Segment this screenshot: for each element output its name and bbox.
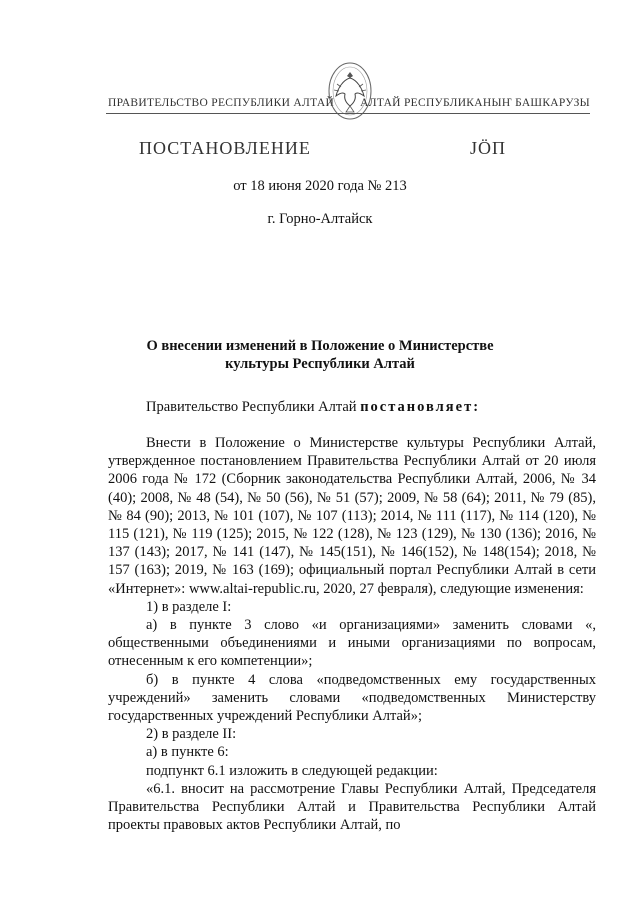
- preamble-text: Правительство Республики Алтай: [146, 399, 361, 415]
- paragraph: б) в пункте 4 слова «подведомственных ему государственных учреждений» заменить словами «подведомственных Министерству государственных учреждений Республики Алтай»;: [108, 671, 596, 725]
- letterhead: [106, 97, 590, 115]
- org-name-alt: АЛТАЙ РЕСПУБЛИКАНЫҤ БАШКАРУЗЫ: [360, 97, 590, 109]
- document-date: от 18 июня 2020 года № 213: [233, 178, 407, 194]
- title-line-2: культуры Республики Алтай: [225, 356, 415, 372]
- document-body: [108, 434, 596, 834]
- doc-type-alt: ЈӦП: [470, 138, 507, 158]
- paragraph: 1) в разделе I:: [146, 598, 232, 615]
- org-name-ru: ПРАВИТЕЛЬСТВО РЕСПУБЛИКИ АЛТАЙ: [108, 97, 335, 109]
- doc-type-ru: ПОСТАНОВЛЕНИЕ: [139, 138, 311, 158]
- paragraph: 2) в разделе II:: [146, 726, 237, 743]
- paragraph: а) в пункте 3 слово «и организациями» заменить словами «, общественными объединениями и иными организациями по вопросам, отнесенным к его компетенции»;: [108, 617, 596, 670]
- preamble: [108, 398, 596, 416]
- paragraph: «6.1. вносит на рассмотрение Главы Республики Алтай, Председателя Правительства Республики Алтай и Правительства Республики Алтай проекты правовых актов Республики Алтай, по: [108, 780, 596, 834]
- document-title: [0, 337, 640, 373]
- paragraph: подпункт 6.1 изложить в следующей редакции:: [146, 762, 438, 779]
- document-city: г. Горно-Алтайск: [267, 211, 373, 227]
- paragraph: Внести в Положение о Министерстве культуры Республики Алтай, утвержденное постановлением Правительства Республики Алтай от 20 июля 2006 года № 172 (Сборник законодательства Республики Алтай, 2006, № 34 (40); 2008, № 48 (54), № 50 (56), № 51 (57); 2009, № 58 (64); 2011, № 79 (85), № 84 (90); 2013, № 101 (107), № 107 (113); 2014, № 111 (117), № 114 (120), № 115 (121), № 119 (125); 2015, № 122 (128), № 123 (129), № 130 (136); 2016, № 137 (143); 2017, № 141 (147), № 145(151), № 146(152), № 148(154); 2018, № 157 (163); 2019, № 163 (169); официальный портал Республики Алтай в сети «Интернет»: www.altai-republic.ru, 2020, 27 февраля), следующие изменения:: [108, 435, 596, 597]
- paragraph: а) в пункте 6:: [146, 744, 229, 761]
- preamble-verb: постановляет:: [360, 399, 481, 415]
- title-line-1: О внесении изменений в Положение о Министерстве: [146, 338, 494, 354]
- header-divider: [106, 113, 590, 114]
